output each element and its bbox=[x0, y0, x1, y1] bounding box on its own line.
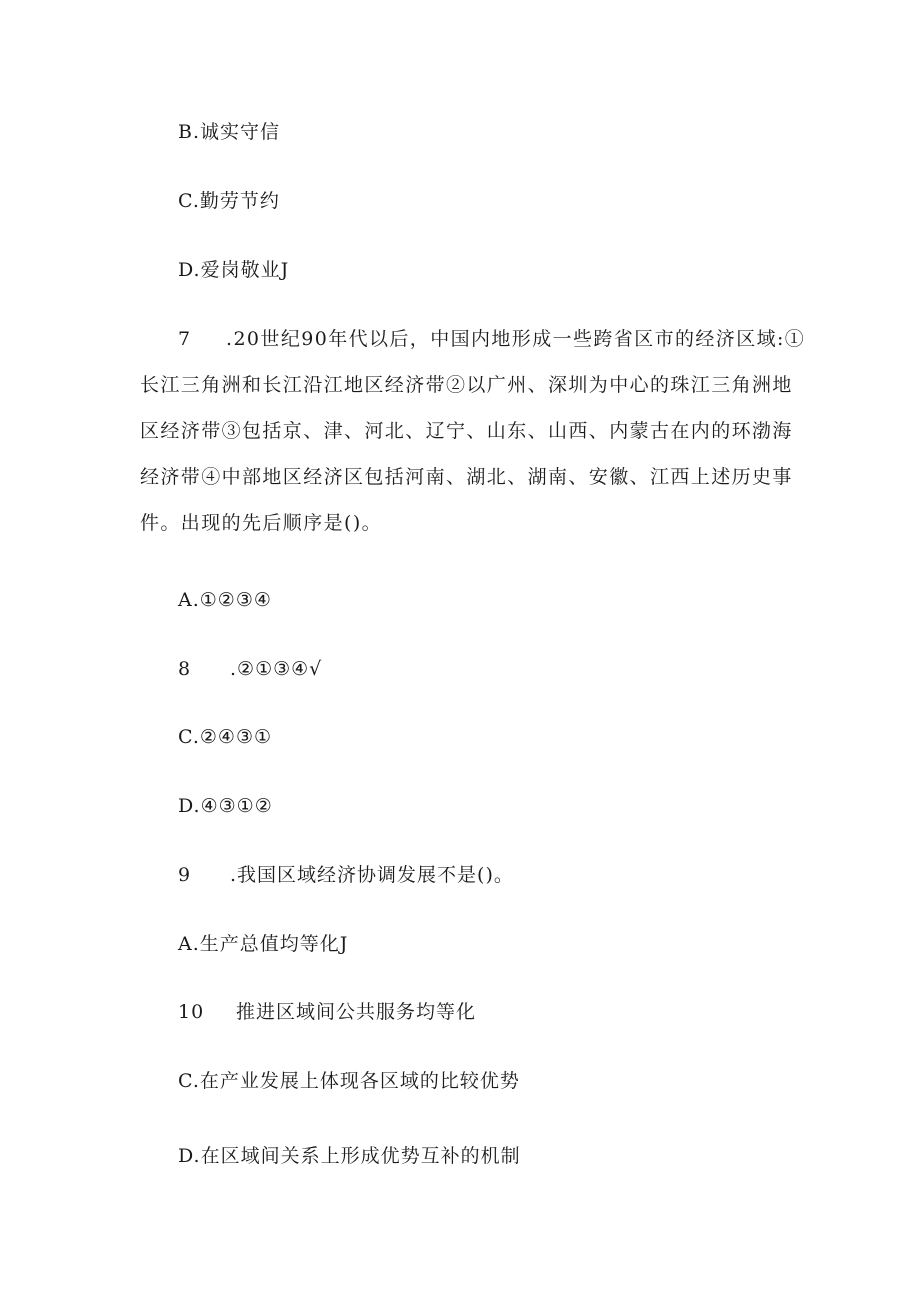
q7-option-b-number: 8 bbox=[178, 658, 192, 680]
q7-option-a: A.①②③④ bbox=[178, 589, 272, 611]
q9-number: 9 bbox=[178, 864, 192, 886]
q7-line-5: 件。出现的先后顺序是()。 bbox=[140, 512, 383, 534]
q7-line-1 bbox=[140, 316, 806, 362]
q6-option-c: C.勤劳节约 bbox=[178, 190, 280, 212]
q6-option-b: B.诚实守信 bbox=[178, 121, 281, 143]
q7-option-b-text: .②①③④√ bbox=[230, 658, 323, 680]
q9-option-c: C.在产业发展上体现各区域的比较优势 bbox=[178, 1070, 520, 1092]
q9-option-b-text: 推进区域间公共服务均等化 bbox=[236, 1001, 477, 1023]
q7-option-c: C.②④③① bbox=[178, 726, 273, 748]
q6-option-d: D.爱岗敬业J bbox=[178, 259, 290, 281]
q9-text: .我国区域经济协调发展不是()。 bbox=[230, 864, 514, 886]
q7-question bbox=[140, 316, 806, 546]
q7-line-2: 长江三角洲和长江沿江地区经济带②以广州、深圳为中心的珠江三角洲地 bbox=[140, 374, 793, 396]
q9-option-d: D.在区域间关系上形成优势互补的机制 bbox=[178, 1145, 521, 1167]
q7-option-b bbox=[178, 657, 322, 681]
q9-option-b-number: 10 bbox=[178, 1001, 205, 1023]
q9-option-b bbox=[178, 1000, 476, 1024]
q7-line-4: 经济带④中部地区经济区包括河南、湖北、湖南、安徽、江西上述历史事 bbox=[140, 466, 793, 488]
q9-question bbox=[178, 863, 514, 887]
q7-option-d: D.④③①② bbox=[178, 795, 273, 817]
q7-text-1: .20世纪90年代以后，中国内地形成一些跨省区市的经济区域:① bbox=[226, 328, 806, 350]
q9-option-a: A.生产总值均等化J bbox=[178, 933, 349, 955]
q7-line-3: 区经济带③包括京、津、河北、辽宁、山东、山西、内蒙古在内的环渤海 bbox=[140, 420, 793, 442]
q7-number: 7 bbox=[178, 328, 192, 350]
